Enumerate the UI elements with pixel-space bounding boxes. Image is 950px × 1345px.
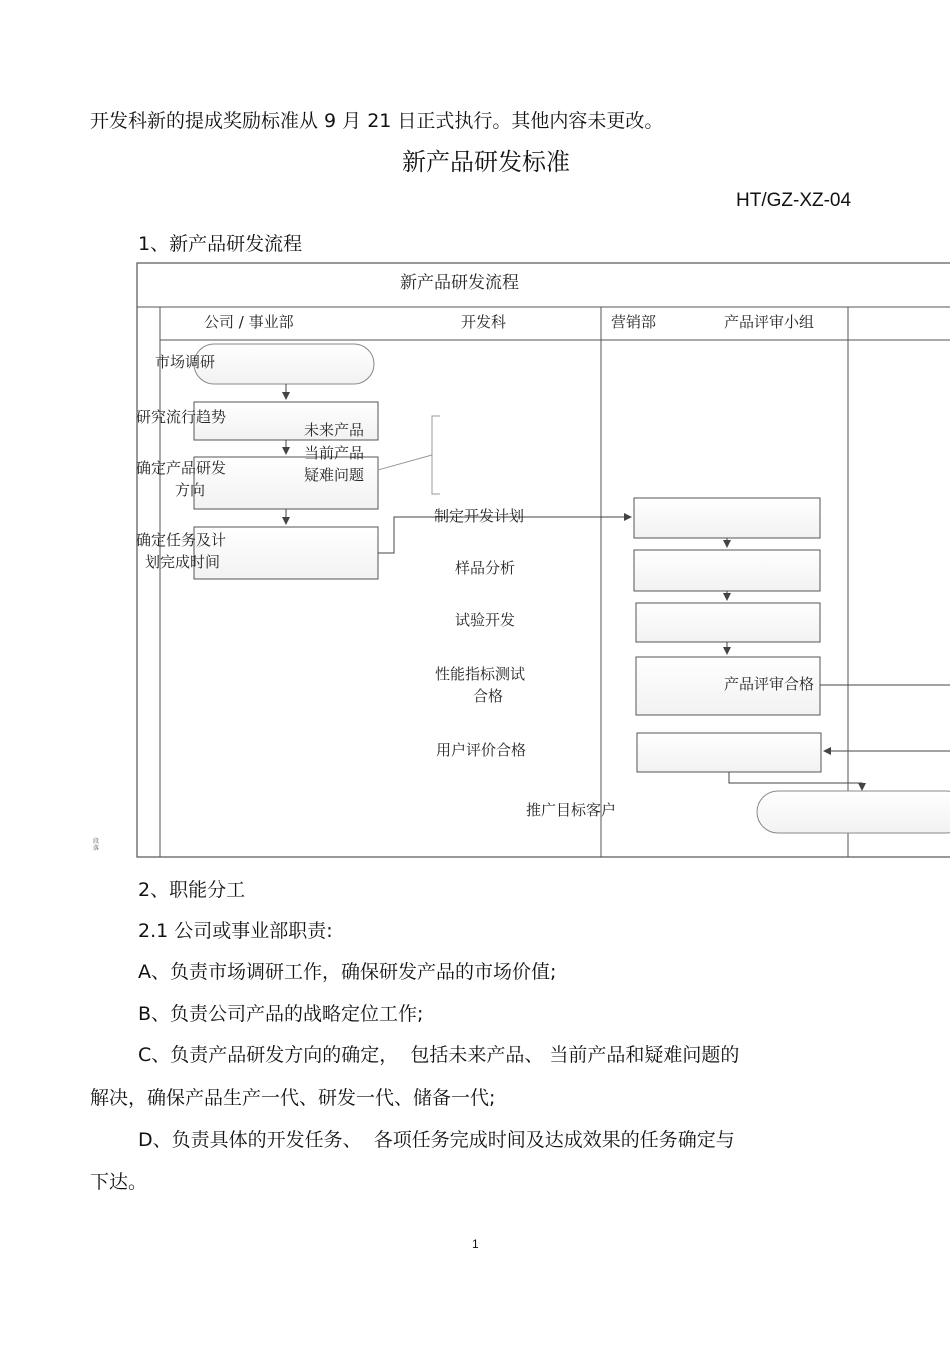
- step-dev-plan: 制定开发计划: [434, 507, 525, 525]
- lane-company: 公司 / 事业部: [204, 313, 294, 331]
- lane-review-group: 产品评审小组: [724, 313, 815, 331]
- side-mark: 段 落: [93, 838, 100, 852]
- flowchart-title: 新产品研发流程: [400, 273, 519, 293]
- step-user-eval: 用户评价合格: [436, 741, 527, 759]
- end-terminator: [757, 791, 950, 833]
- note-future-product: 未来产品: [304, 421, 365, 439]
- duty-d-line1: D、负责具体的开发任务、 各项任务完成时间及达成效果的任务确定与: [138, 1129, 735, 1151]
- lane-marketing: 营销部: [611, 313, 657, 331]
- step-perf-line2: 合格: [473, 687, 504, 705]
- dev-plan-box: [634, 498, 820, 538]
- step-direction-line1: 确定产品研发: [136, 459, 227, 477]
- step-direction-line2: 方向: [175, 481, 206, 499]
- start-terminator: [194, 344, 374, 384]
- notice-line: 开发科新的提成奖励标准从 9 月 21 日正式执行。其他内容未更改。: [90, 110, 664, 132]
- duty-b: B、负责公司产品的战略定位工作;: [138, 1003, 424, 1025]
- step-promote: 推广目标客户: [526, 801, 617, 819]
- user-eval-box: [637, 733, 821, 772]
- sample-analysis-box: [634, 550, 820, 591]
- step-perf-line1: 性能指标测试: [435, 665, 526, 683]
- step-market-research: 市场调研: [155, 353, 216, 371]
- section1-heading: 1、新产品研发流程: [138, 233, 303, 255]
- step-review-pass: 产品评审合格: [724, 675, 815, 693]
- duty-c-line1: C、负责产品研发方向的确定， 包括未来产品、 当前产品和疑难问题的: [138, 1044, 740, 1066]
- duty-a: A、负责市场调研工作，确保研发产品的市场价值;: [138, 961, 557, 983]
- trial-dev-box: [636, 603, 820, 642]
- duty-c-line2: 解决，确保产品生产一代、研发一代、储备一代;: [90, 1087, 496, 1109]
- page-number: 1: [472, 1237, 479, 1251]
- section21-heading: 2.1 公司或事业部职责:: [138, 920, 333, 942]
- step-trend-research: 研究流行趋势: [136, 408, 227, 426]
- document-code: HT/GZ-XZ-04: [736, 190, 852, 211]
- step-task-line1: 确定任务及计: [136, 531, 227, 549]
- note-difficult-problem: 疑难问题: [304, 466, 365, 484]
- page-title: 新产品研发标准: [402, 148, 570, 176]
- duty-d-line2: 下达。: [90, 1171, 148, 1193]
- section2-heading: 2、职能分工: [138, 879, 246, 901]
- step-sample-analysis: 样品分析: [455, 559, 516, 577]
- step-trial-dev: 试验开发: [455, 611, 516, 629]
- lane-dev-dept: 开发科: [461, 313, 507, 331]
- note-current-product: 当前产品: [304, 444, 365, 462]
- step-task-line2: 划完成时间: [145, 553, 221, 571]
